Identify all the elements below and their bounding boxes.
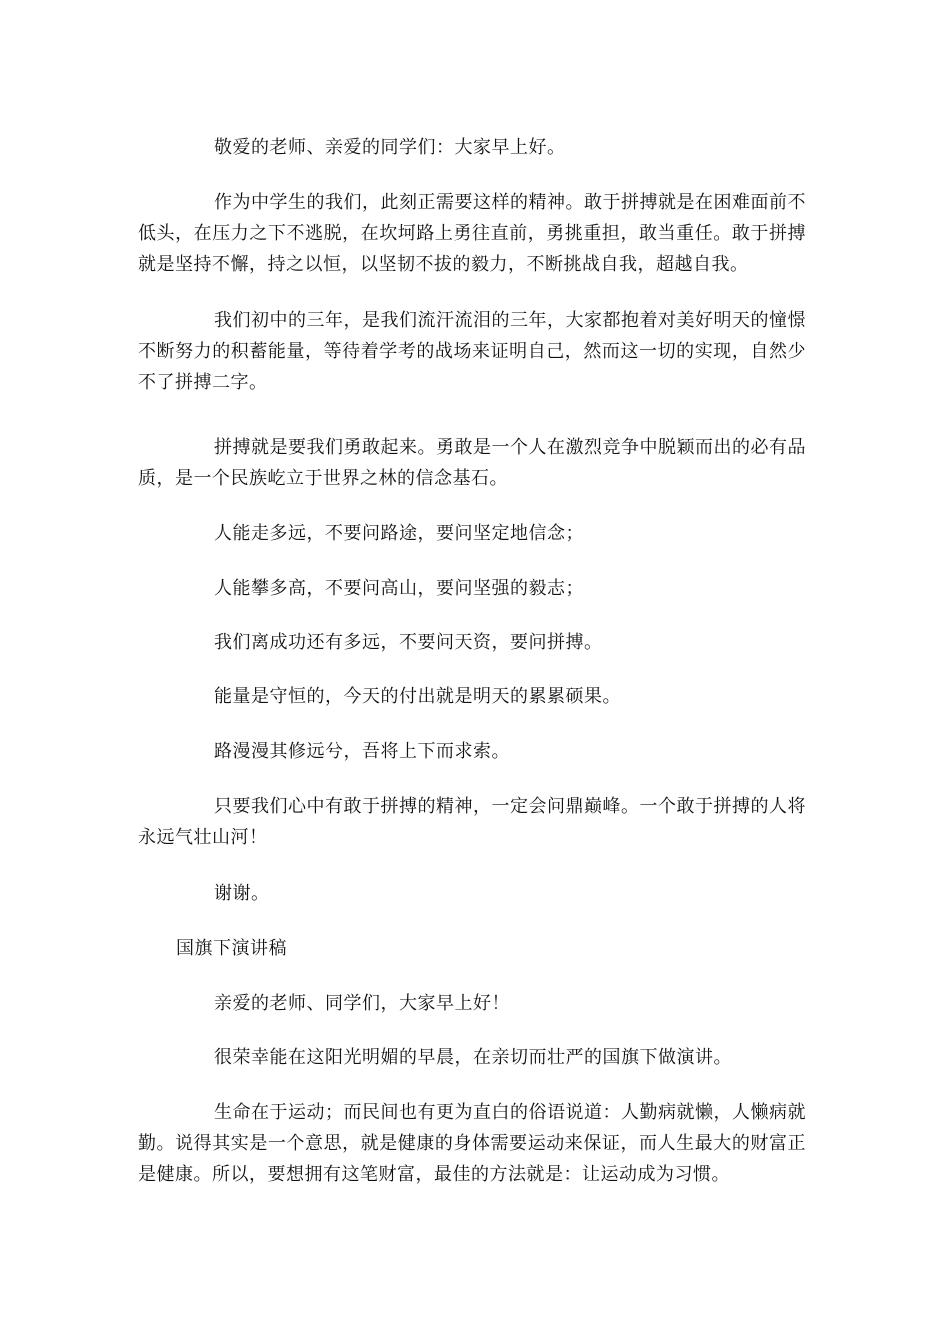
section-heading: 国旗下演讲稿: [176, 938, 287, 959]
paragraph-how-far: 人能走多远，不要问路途，要问坚定地信念；: [214, 523, 584, 544]
paragraph-greeting-2: 亲爱的老师、同学们，大家早上好！: [214, 993, 510, 1014]
paragraph-honor: 很荣幸能在这阳光明媚的早晨，在亲切而壮严的国旗下做演讲。: [214, 1047, 732, 1068]
paragraph-conclusion: 只要我们心中有敢于拼搏的精神，一定会问鼎巅峰。一个敢于拼搏的人将永远气壮山河！: [138, 796, 806, 848]
paragraph-energy: 能量是守恒的，今天的付出就是明天的累累硕果。: [214, 686, 621, 707]
paragraph-greeting: 敬爱的老师、亲爱的同学们：大家早上好。: [214, 137, 566, 158]
paragraph-exercise: 生命在于运动；而民间也有更为直白的俗语说道：人勤病就懒，人懒病就勤。说得其实是一个意思，就是健康的身体需要运动来保证，而人生最大的财富正是健康。所以，要想拥有这笔财富，最佳的方法就是：让运动成为习惯。: [138, 1102, 806, 1185]
paragraph-success: 我们离成功还有多远，不要问天资，要问拼搏。: [214, 632, 603, 653]
paragraph-three-years: 我们初中的三年，是我们流汗流泪的三年，大家都抱着对美好明天的憧憬不断努力的积蓄能量，等待着学考的战场来证明自己，然而这一切的实现，自然少不了拼搏二字。: [138, 310, 806, 393]
paragraph-courage: 拼搏就是要我们勇敢起来。勇敢是一个人在激烈竞争中脱颖而出的必有品质，是一个民族屹立于世界之林的信念基石。: [138, 437, 806, 489]
paragraph-how-high: 人能攀多高，不要问高山，要问坚强的毅志；: [214, 578, 584, 599]
paragraph-thanks: 谢谢。: [214, 883, 270, 904]
paragraph-quote: 路漫漫其修远兮，吾将上下而求索。: [214, 741, 510, 762]
paragraph-spirit: 作为中学生的我们，此刻正需要这样的精神。敢于拼搏就是在困难面前不低头，在压力之下不逃脱，在坎坷路上勇往直前，勇挑重担，敢当重任。敢于拼搏就是坚持不懈，持之以恒，以坚韧不拔的毅力，不断挑战自我，超越自我。: [138, 192, 806, 275]
